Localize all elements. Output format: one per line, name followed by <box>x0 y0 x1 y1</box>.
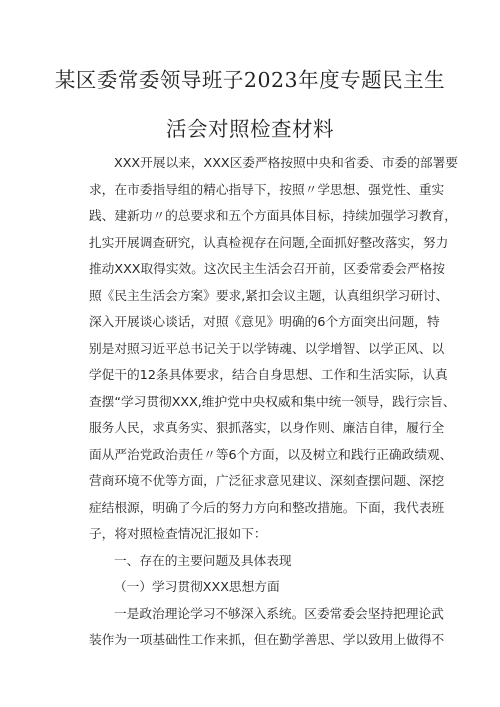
document-title-line-1: 某区委常委领导班子2023年度专题民主生 <box>54 68 446 92</box>
intro-paragraph <box>89 150 458 548</box>
paragraph-line: 症结根源，明确了今后的努力方向和整改措施。下面，我代表班 <box>89 499 445 515</box>
document-title-line-2: 活会对照检查材料 <box>166 117 334 141</box>
paragraph-line: 扎实开展调查研究，认真检视存在问题,全面抓好整改落实，努力 <box>89 234 449 250</box>
paragraph-line: 推动XXX取得实效。这次民主生活会召开前，区委常委会严格按 <box>89 261 445 276</box>
paragraph-line: 装作为一项基础性工作来抓，但在勤学善思、学以致用上做得不 <box>89 632 445 647</box>
paragraph-line: 服务人民，求真务实、狠抓落实，以身作则、廉洁自律，履行全 <box>89 420 445 435</box>
paragraph-line: 一是政治理论学习不够深入系统。区委常委会坚持把理论武 <box>114 605 444 621</box>
document-body <box>89 150 458 654</box>
paragraph-line: 践、建新功〃的总要求和五个方面具体目标，持续加强学习教育， <box>89 208 457 223</box>
paragraph-line: 营商环境不优等方面，广泛征求意见建议、深刻查摆问题、深挖 <box>89 473 445 488</box>
paragraph-line: 照《民主生活会方案》要求,紧扣会议主题，认真组织学习研讨、 <box>89 287 449 303</box>
paragraph-line: 别是对照习近平总书记关于以学铸魂、以学增智、以学正风、以 <box>89 340 445 356</box>
paragraph-line: 深入开展谈心谈话，对照《意见》明确的6个方面突出问题，特 <box>89 314 440 329</box>
paragraph-line: XXX开展以来，XXX区委严格按照中央和省委、市委的部署要 <box>114 155 458 170</box>
paragraph-line: 学促干的12条具体要求，结合自身思想、工作和生活实际，认真 <box>89 367 448 382</box>
issue-paragraph <box>89 601 445 654</box>
section-heading: 一、存在的主要问题及具体表现 <box>114 552 292 568</box>
paragraph-line: 面从严治党政治责任〃等6个方面，以及树立和践行正确政绩观、 <box>89 446 453 462</box>
paragraph-line: 查摆“学习贯彻XXX,维护党中央权威和集中统一领导，践行宗旨、 <box>89 393 456 409</box>
paragraph-line: 子，将对照检查情况汇报如下： <box>89 526 267 541</box>
subsection-heading: （一）学习贯彻XXX思想方面 <box>114 579 280 594</box>
paragraph-line: 求，在市委指导组的精心指导下，按照〃学思想、强党性、重实 <box>89 181 445 197</box>
